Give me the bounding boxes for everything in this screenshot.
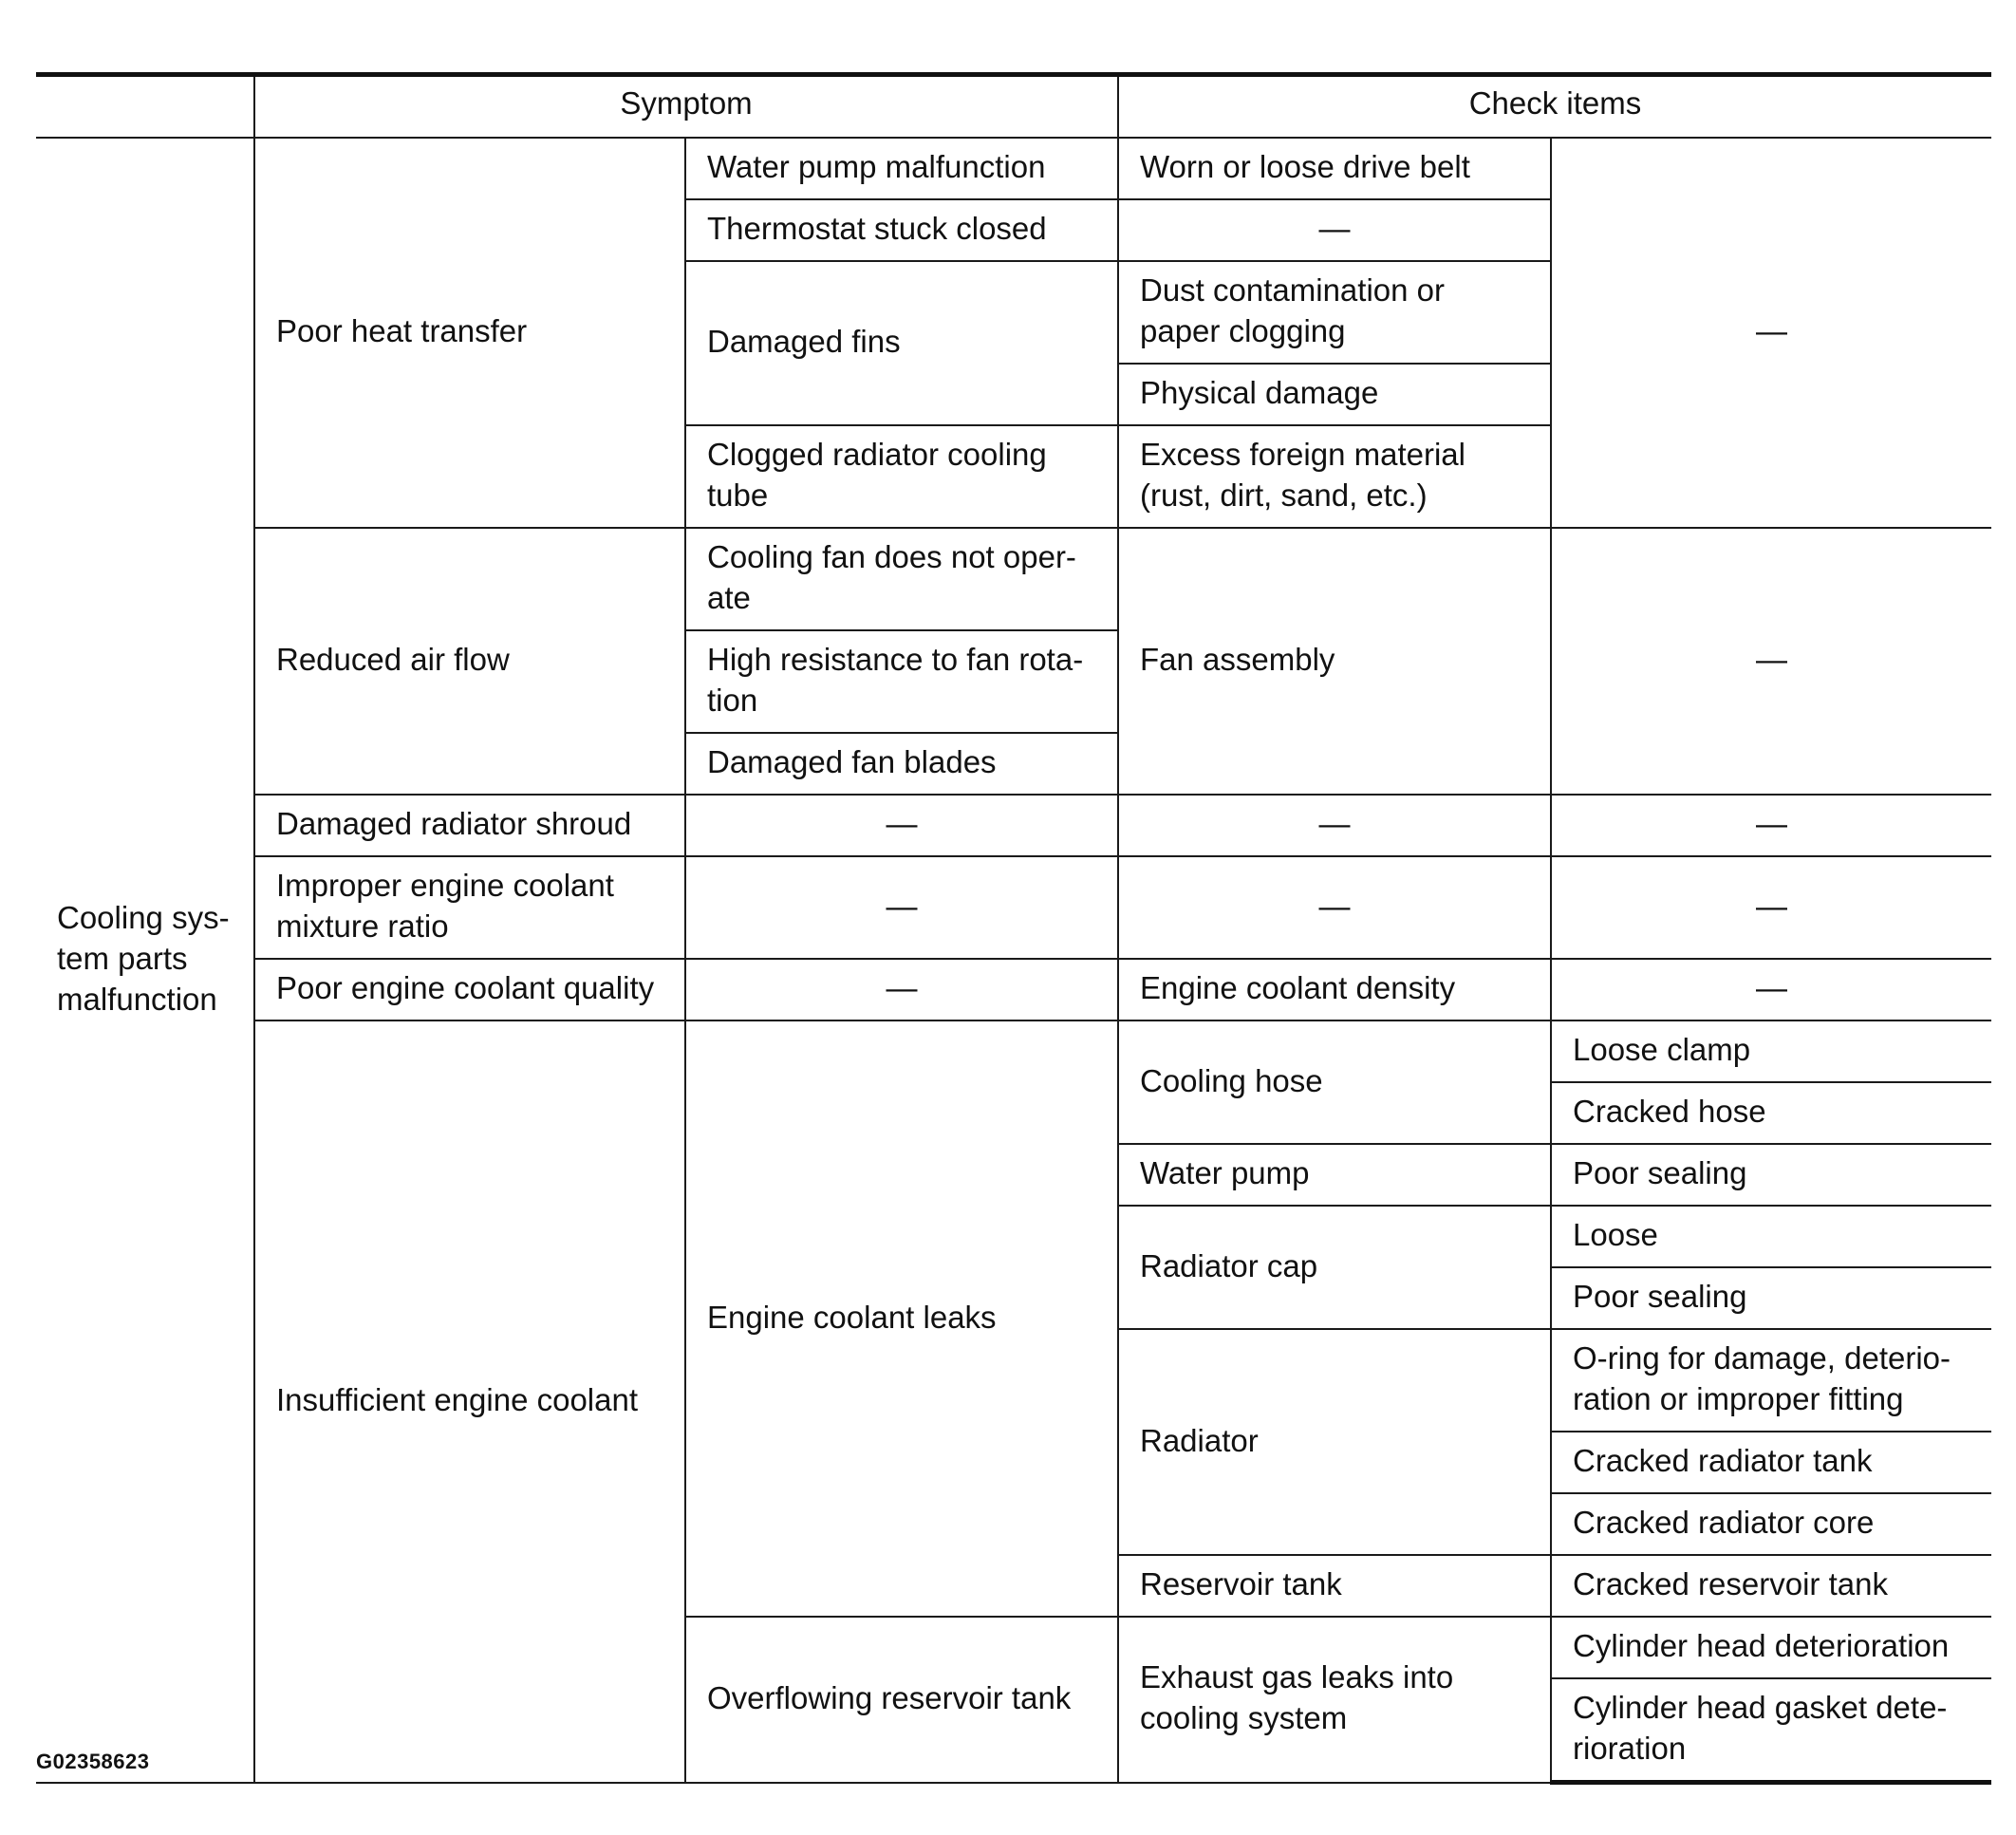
cracked-radiator-tank-cell: Cracked radiator tank bbox=[1551, 1432, 1991, 1493]
dash-cell: — bbox=[1118, 199, 1551, 261]
dash-cell: — bbox=[1118, 856, 1551, 959]
dash-cell: — bbox=[1118, 795, 1551, 856]
overflowing-reservoir-cell: Overflowing reservoir tank bbox=[685, 1617, 1118, 1783]
radiator-cell: Radiator bbox=[1118, 1329, 1551, 1555]
header-symptom: Symptom bbox=[254, 75, 1118, 139]
poor-sealing-cell: Poor sealing bbox=[1551, 1267, 1991, 1329]
table-row bbox=[36, 795, 1991, 856]
high-resistance-cell bbox=[685, 630, 1118, 733]
cylinder-head-gasket-text: Cylinder head gasket dete- rioration bbox=[1573, 1690, 1948, 1766]
damaged-fan-blades-cell: Damaged fan blades bbox=[685, 733, 1118, 795]
header-check-items: Check items bbox=[1118, 75, 1991, 139]
improper-mixture-text: Improper engine coolant mixture ratio bbox=[276, 868, 614, 944]
loose-clamp-cell: Loose clamp bbox=[1551, 1020, 1991, 1082]
coolant-leaks-cell: Engine coolant leaks bbox=[685, 1020, 1118, 1617]
figure-code: G02358623 bbox=[36, 1750, 150, 1773]
poor-sealing-cell: Poor sealing bbox=[1551, 1144, 1991, 1206]
cracked-hose-cell: Cracked hose bbox=[1551, 1082, 1991, 1144]
poor-heat-transfer-cell: Poor heat transfer bbox=[254, 138, 685, 528]
table-row bbox=[36, 138, 1991, 199]
fan-does-not-operate-text: Cooling fan does not oper- ate bbox=[707, 539, 1076, 615]
fan-assembly-cell: Fan assembly bbox=[1118, 528, 1551, 795]
insufficient-coolant-cell: Insufficient engine coolant bbox=[254, 1020, 685, 1783]
poor-coolant-quality-cell: Poor engine coolant quality bbox=[254, 959, 685, 1020]
table-row bbox=[36, 856, 1991, 959]
o-ring-cell bbox=[1551, 1329, 1991, 1432]
loose-cell: Loose bbox=[1551, 1206, 1991, 1267]
table-row bbox=[36, 1020, 1991, 1082]
fan-does-not-operate-cell bbox=[685, 528, 1118, 630]
clogged-tube-cell bbox=[685, 425, 1118, 528]
document bbox=[36, 72, 1991, 1785]
dust-contamination-cell bbox=[1118, 261, 1551, 364]
cooling-system-troubleshooting-table bbox=[36, 72, 1991, 1785]
exhaust-gas-leaks-text: Exhaust gas leaks into cooling system bbox=[1140, 1659, 1454, 1736]
header-row bbox=[36, 75, 1991, 139]
excess-foreign-material-cell bbox=[1118, 425, 1551, 528]
thermostat-stuck-cell: Thermostat stuck closed bbox=[685, 199, 1118, 261]
cracked-radiator-core-cell: Cracked radiator core bbox=[1551, 1493, 1991, 1555]
dash-cell: — bbox=[685, 856, 1118, 959]
damaged-shroud-cell: Damaged radiator shroud bbox=[254, 795, 685, 856]
improper-mixture-cell bbox=[254, 856, 685, 959]
dash-cell: — bbox=[1551, 959, 1991, 1020]
dash-cell: — bbox=[1551, 856, 1991, 959]
dash-cell: — bbox=[1551, 795, 1991, 856]
category-label: Cooling sys- tem parts malfunction bbox=[57, 899, 230, 1017]
category-cell bbox=[36, 138, 254, 1783]
reservoir-tank-cell: Reservoir tank bbox=[1118, 1555, 1551, 1617]
damaged-fins-cell: Damaged fins bbox=[685, 261, 1118, 425]
dash-cell: — bbox=[685, 795, 1118, 856]
dust-contamination-text: Dust contamination or paper clogging bbox=[1140, 272, 1445, 348]
water-pump-cell: Water pump bbox=[1118, 1144, 1551, 1206]
header-blank bbox=[36, 75, 254, 139]
physical-damage-cell: Physical damage bbox=[1118, 364, 1551, 425]
cooling-hose-cell: Cooling hose bbox=[1118, 1020, 1551, 1144]
cylinder-head-gasket-cell bbox=[1551, 1678, 1991, 1783]
reduced-air-flow-cell: Reduced air flow bbox=[254, 528, 685, 795]
table-row bbox=[36, 528, 1991, 630]
coolant-density-cell: Engine coolant density bbox=[1118, 959, 1551, 1020]
high-resistance-text: High resistance to fan rota- tion bbox=[707, 642, 1084, 718]
dash-cell: — bbox=[685, 959, 1118, 1020]
dash-cell: — bbox=[1551, 138, 1991, 528]
excess-foreign-material-text: Excess foreign material (rust, dirt, sand, etc.) bbox=[1140, 437, 1465, 513]
clogged-tube-text: Clogged radiator cooling tube bbox=[707, 437, 1047, 513]
dash-cell: — bbox=[1551, 528, 1991, 795]
water-pump-malfunction-cell: Water pump malfunction bbox=[685, 138, 1118, 199]
cracked-reservoir-tank-cell: Cracked reservoir tank bbox=[1551, 1555, 1991, 1617]
table-row bbox=[36, 959, 1991, 1020]
o-ring-text: O-ring for damage, deterio- ration or improper fitting bbox=[1573, 1340, 1951, 1416]
worn-drive-belt-cell: Worn or loose drive belt bbox=[1118, 138, 1551, 199]
exhaust-gas-leaks-cell bbox=[1118, 1617, 1551, 1783]
radiator-cap-cell: Radiator cap bbox=[1118, 1206, 1551, 1329]
cylinder-head-deterioration-cell: Cylinder head deterioration bbox=[1551, 1617, 1991, 1678]
